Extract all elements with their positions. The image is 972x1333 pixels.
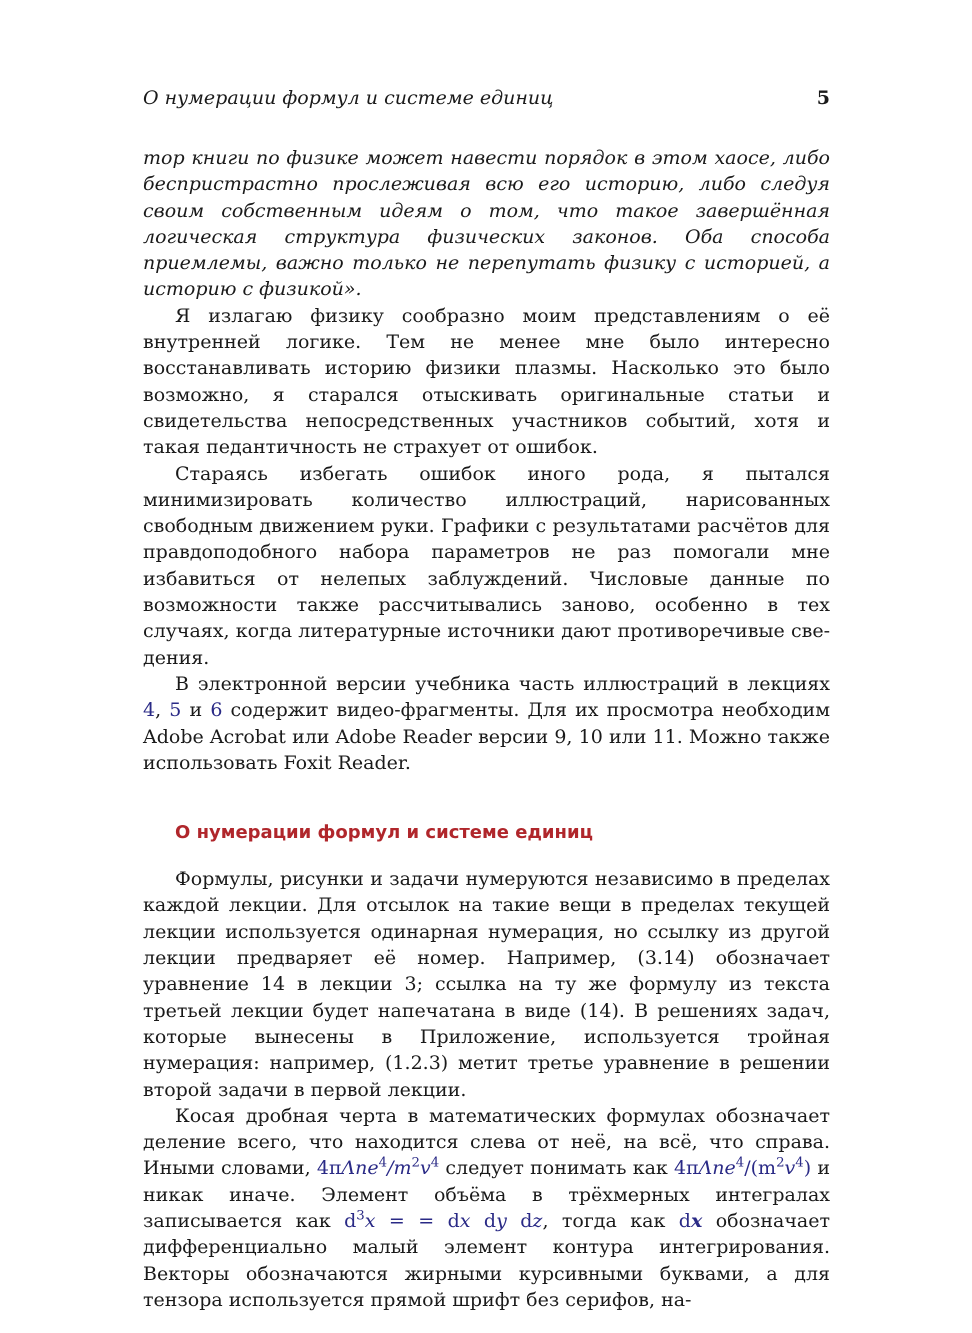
running-head-title: О нумерации формул и системе единиц [143,87,554,109]
paragraph-physics-logic: Я излагаю физику сообразно моим представлениям о её внутренней логике. Тем не менее мне было интересно восстанавливать историю физики плазмы. Насколько это было возможно, я старался отыскивать оригинальные статьи и свидетельства непосредственных участников событий, хотя и такая педантичность не страхует от ошибок. [143,304,830,459]
formula-part: x [364,1209,376,1232]
quote-continuation: тор книги по физике может навести порядок в этом хаосе, либо беспристрастно прослеживая всю его историю, либо следуя своим собственным идеям о том, что такое завершённая логическая структура физических законов. Оба способа приемлемы, важно только не перепутать физику с историей, а историю с физикой». [143,147,830,301]
formula-slash-example [317,1157,439,1179]
formula-part: z [532,1209,543,1232]
formula-part: y [496,1209,507,1232]
formula-part: d [447,1209,460,1232]
formula-part: v [784,1157,796,1180]
formula-part: 4π [316,1157,342,1180]
formula-volume-element [344,1210,542,1232]
link-lecture-6[interactable]: 6 [210,699,223,722]
paragraph-fraction-slash [143,1103,830,1313]
text-span: , тогда как [542,1209,679,1232]
formula-exponent: 4 [735,1156,745,1172]
text-span: Косая дробная черта в математических формулах обозначает деление всего, что находится слева от неё, на всё, что справа. Иными словами, [143,1104,830,1180]
formula-part: /(m [744,1157,777,1180]
formula-part: Λne [341,1157,379,1180]
page-body [143,145,830,1313]
paragraph-electronic-version [143,671,830,776]
text-span: и [181,699,211,722]
link-lecture-4[interactable]: 4 [143,699,156,722]
formula-exponent: 3 [356,1208,365,1224]
formula-part: = = [375,1209,448,1232]
formula-part: v [419,1157,431,1180]
text-span: содержит видео-фрагменты. Для их просмотра необходим Adobe Acrobat или Adobe Reader версии 9, 10 или 11. Можно также использовать Foxit Reader. [143,699,830,774]
running-head [143,84,830,112]
formula-part: x [459,1209,471,1232]
formula-exponent: 4 [378,1156,388,1172]
formula-part: d [506,1209,533,1232]
link-lecture-5[interactable]: 5 [169,699,182,722]
text-span: следует понимать как [439,1157,674,1180]
formula-part: Λne [698,1157,736,1180]
formula-exponent: 2 [776,1156,785,1172]
formula-part: 4π [673,1157,699,1180]
formula-explicit-example [674,1157,811,1179]
formula-contour-element [679,1210,703,1232]
formula-exponent: 4 [430,1156,440,1172]
formula-part: /m [387,1157,412,1180]
formula-part: d [470,1209,497,1232]
formula-part: d [678,1209,691,1232]
paragraph-illustrations: Стараясь избегать ошибок иного рода, я пытался минимизировать количество иллюстраций, нарисованных свободным движением руки. Графики с результатами расчётов для правдоподобного набора параметров не раз помогали мне избавиться от нелепых заблуждений. Числовые данные по возможности также рассчитывались заново, особенно в тех случаях, когда литературные источники дают противоречивые сведения. [143,462,830,669]
page-number: 5 [816,87,830,109]
formula-part: d [344,1209,357,1232]
section-heading: О нумерации формул и системе единиц [175,822,593,844]
text-span: обозначает дифференциально малый элемент контура интегрирования. Векторы обозначаются жирными курсивными буквами, а для тензора используется прямой шрифт без серифов, на- [143,1209,831,1311]
formula-part: x [690,1209,703,1232]
formula-exponent: 2 [411,1156,420,1172]
text-span: , [155,699,170,722]
formula-exponent: 4 [795,1156,804,1172]
paragraph-numbering: Формулы, рисунки и задачи нумеруются независимо в пределах каждой лекции. Для отсылок на такие вещи в пределах текущей лекции используется одинарная нумерация, но ссылку из другой лекции предваряет её номер. Например, (3.14) обозначает уравнение 14 в лекции 3; ссылка на ту же формулу из текста третьей лекции будет напечатана в виде (14). В решениях задач, которые вынесены в Приложение, используется тройная нумерация: например, (1.2.3) метит третье уравнение в решении второй задачи в первой лекции. [143,868,830,1101]
formula-part: ) [803,1157,812,1180]
text-span: и никак иначе. Элемент объёма в трёхмерных интегралах записывается как [143,1157,831,1232]
text-span: В электронной версии учебника часть иллюстраций в лекциях [175,672,830,695]
